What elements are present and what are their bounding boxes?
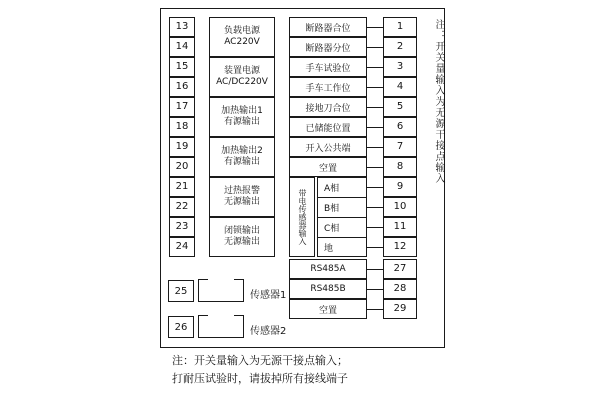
right-terminal-number-column bbox=[383, 17, 417, 257]
terminal-number: 15 bbox=[169, 57, 195, 77]
terminal-number: 3 bbox=[383, 57, 417, 77]
sensor-label-1: 传感器1 bbox=[250, 290, 287, 301]
terminal-number: 20 bbox=[169, 157, 195, 177]
left-group-label bbox=[209, 217, 275, 257]
terminal-number: 11 bbox=[383, 217, 417, 237]
comm-label-column bbox=[289, 259, 369, 319]
terminal-number-26: 26 bbox=[168, 316, 194, 338]
vertical-note: 注：开关量输入为无源干接点输入 bbox=[433, 19, 444, 184]
ct-sensor-symbol-1 bbox=[198, 280, 244, 302]
input-row bbox=[289, 137, 369, 157]
comm-row bbox=[289, 279, 369, 299]
terminal-number: 19 bbox=[169, 137, 195, 157]
terminal-number: 10 bbox=[383, 197, 417, 217]
input-label: 开入公共端 bbox=[289, 137, 367, 157]
group-line-2: AC220V bbox=[224, 37, 260, 47]
group-line-1: 过热报警 bbox=[223, 185, 260, 196]
ct-sensor-symbol-2 bbox=[198, 316, 244, 338]
group-line-1: 闭锁输出 bbox=[223, 225, 260, 236]
digital-input-label-column bbox=[289, 17, 369, 177]
input-row bbox=[289, 77, 369, 97]
ct-phase-row: 地 bbox=[317, 237, 367, 257]
left-terminal-column bbox=[169, 17, 274, 257]
terminal-number-25: 25 bbox=[168, 280, 194, 302]
terminal-number: 23 bbox=[169, 217, 195, 237]
left-group-label bbox=[209, 137, 275, 177]
ct-input-group-label: 带电传感器输入 bbox=[289, 177, 315, 257]
terminal-number: 5 bbox=[383, 97, 417, 117]
terminal-number: 18 bbox=[169, 117, 195, 137]
group-line-2: 无源输出 bbox=[223, 197, 260, 207]
terminal-number: 7 bbox=[383, 137, 417, 157]
terminal-number: 4 bbox=[383, 77, 417, 97]
comm-row bbox=[289, 259, 369, 279]
terminal-number: 29 bbox=[383, 299, 417, 319]
terminal-number: 22 bbox=[169, 197, 195, 217]
ct-phase-column bbox=[317, 177, 367, 257]
ct-phase-row: B相 bbox=[317, 197, 367, 217]
terminal-number: 8 bbox=[383, 157, 417, 177]
input-row bbox=[289, 17, 369, 37]
comm-terminal-number-column bbox=[383, 259, 417, 319]
footer-notes bbox=[172, 352, 348, 387]
comm-row bbox=[289, 299, 369, 319]
terminal-number: 27 bbox=[383, 259, 417, 279]
input-label: 手车工作位 bbox=[289, 77, 367, 97]
left-group-label bbox=[209, 17, 275, 57]
group-line-1: 加热输出2 bbox=[221, 145, 263, 156]
terminal-number: 21 bbox=[169, 177, 195, 197]
comm-label: RS485A bbox=[289, 259, 367, 279]
footer-note-line-1: 注：开关量输入为无源干接点输入； bbox=[172, 354, 348, 367]
input-row bbox=[289, 157, 369, 177]
group-line-2: 有源输出 bbox=[223, 157, 260, 167]
input-row bbox=[289, 117, 369, 137]
terminal-number: 16 bbox=[169, 77, 195, 97]
input-label: 断路器合位 bbox=[289, 17, 367, 37]
left-group-label bbox=[209, 177, 275, 217]
input-label: 空置 bbox=[289, 157, 367, 177]
input-label: 断路器分位 bbox=[289, 37, 367, 57]
comm-label: RS485B bbox=[289, 279, 367, 299]
left-group-label bbox=[209, 97, 275, 137]
group-line-2: 无源输出 bbox=[223, 237, 260, 247]
input-row bbox=[289, 37, 369, 57]
terminal-number: 17 bbox=[169, 97, 195, 117]
terminal-number: 2 bbox=[383, 37, 417, 57]
terminal-number: 1 bbox=[383, 17, 417, 37]
group-line-1: 加热输出1 bbox=[221, 105, 263, 116]
terminal-number: 24 bbox=[169, 237, 195, 257]
left-group-label bbox=[209, 57, 275, 97]
terminal-number: 6 bbox=[383, 117, 417, 137]
ct-phase-row: A相 bbox=[317, 177, 367, 197]
footer-note-line-2: 打耐压试验时，请拔掉所有接线端子 bbox=[172, 371, 348, 385]
input-label: 已储能位置 bbox=[289, 117, 367, 137]
group-line-2: 有源输出 bbox=[223, 117, 260, 127]
terminal-number: 14 bbox=[169, 37, 195, 57]
input-row bbox=[289, 97, 369, 117]
input-label: 接地刀合位 bbox=[289, 97, 367, 117]
comm-label: 空置 bbox=[289, 299, 367, 319]
group-line-1: 负载电源 bbox=[223, 25, 260, 36]
group-line-2: AC/DC220V bbox=[216, 77, 268, 87]
terminal-number: 28 bbox=[383, 279, 417, 299]
terminal-number: 9 bbox=[383, 177, 417, 197]
input-label: 手车试验位 bbox=[289, 57, 367, 77]
sensor-label-2: 传感器2 bbox=[250, 326, 287, 337]
group-line-1: 装置电源 bbox=[223, 65, 260, 76]
ct-phase-row: C相 bbox=[317, 217, 367, 237]
terminal-number: 13 bbox=[169, 17, 195, 37]
terminal-number: 12 bbox=[383, 237, 417, 257]
input-row bbox=[289, 57, 369, 77]
